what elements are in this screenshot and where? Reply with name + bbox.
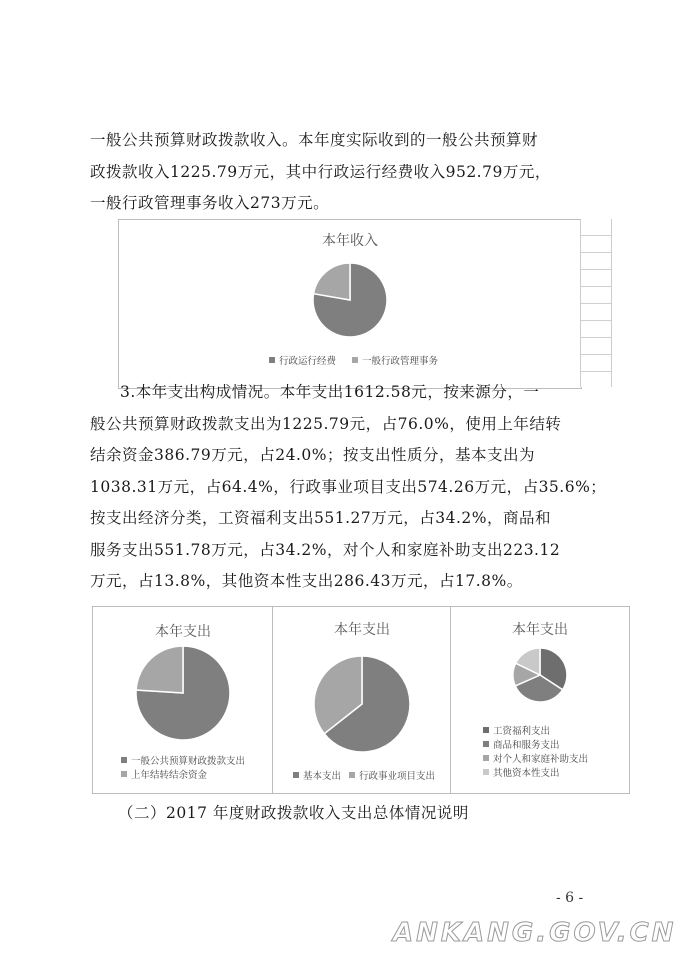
text-line: 一般行政管理事务收入273万元。 — [90, 194, 330, 212]
legend-swatch — [349, 772, 355, 778]
legend-label: 其他资本性支出 — [493, 768, 560, 779]
chart-title: 本年支出 — [334, 622, 390, 638]
text-line: 般公共预算财政拨款支出为1225.79元，占76.0%，使用上年结转 — [90, 414, 562, 433]
legend-label: 一般行政管理事务 — [362, 356, 439, 367]
legend-swatch — [121, 771, 127, 777]
legend-swatch — [483, 755, 489, 761]
chart-legend — [483, 723, 588, 779]
legend-item — [293, 768, 341, 782]
legend-label: 一般公共预算财政拨款支出 — [131, 756, 246, 767]
chart-legend — [269, 353, 438, 367]
legend-label: 对个人和家庭补助支出 — [493, 754, 589, 765]
legend-label: 上年结转结余资金 — [131, 770, 208, 781]
legend-item — [483, 765, 588, 779]
text-line: 一般公共预算财政拨款收入。本年度实际收到的一般公共预算财 — [90, 131, 539, 149]
expense-economic-chart — [450, 606, 630, 794]
text-line: 按支出经济分类，工资福利支出551.27万元，占34.2%，商品和 — [90, 509, 551, 527]
expense-source-chart — [92, 606, 274, 794]
legend-item — [349, 768, 435, 782]
income-chart — [118, 219, 582, 389]
legend-label: 行政运行经费 — [279, 356, 337, 367]
legend-item — [352, 353, 438, 367]
legend-item — [121, 767, 245, 781]
pie-slice-2 — [136, 646, 183, 693]
chart-title: 本年支出 — [512, 622, 568, 638]
text-line: 服务支出551.78万元，占34.2%，对个人和家庭补助支出223.12 — [90, 540, 561, 559]
paragraph-income — [90, 125, 610, 220]
legend-swatch — [121, 757, 127, 763]
side-grid-lines — [580, 219, 612, 387]
legend-swatch — [352, 357, 358, 363]
text-line: 政拨款收入1225.79万元，其中行政运行经费收入952.79万元， — [90, 162, 551, 181]
legend-swatch — [483, 727, 489, 733]
pie-slice-2 — [314, 263, 350, 300]
legend-label: 行政事业项目支出 — [359, 771, 436, 782]
legend-swatch — [483, 741, 489, 747]
page-number: - 6 - — [556, 890, 584, 906]
legend-swatch — [483, 769, 489, 775]
legend-item — [483, 723, 588, 737]
chart-legend — [293, 768, 435, 782]
legend-label: 商品和服务支出 — [493, 740, 560, 751]
expense-nature-chart — [272, 606, 452, 794]
legend-item — [483, 751, 588, 765]
legend-swatch — [293, 772, 299, 778]
text-line: 3.本年支出构成情况。本年支出1612.58元，按来源分，一 — [120, 383, 540, 401]
chart-title: 本年支出 — [155, 624, 211, 640]
text-line: 结余资金386.79万元，占24.0%；按支出性质分，基本支出为 — [90, 446, 535, 464]
text-line: 万元，占13.8%，其他资本性支出286.43万元，占17.8%。 — [90, 572, 523, 590]
paragraph-expense — [90, 377, 610, 598]
section-heading: （二）2017 年度财政拨款收入支出总体情况说明 — [118, 804, 469, 822]
legend-swatch — [269, 357, 275, 363]
chart-title: 本年收入 — [322, 233, 378, 249]
chart-legend — [121, 753, 245, 781]
legend-item — [483, 737, 588, 751]
legend-label: 基本支出 — [303, 771, 342, 782]
legend-item — [121, 753, 245, 767]
legend-label: 工资福利支出 — [493, 726, 551, 737]
site-watermark: ANKANG.GOV.CN — [393, 918, 677, 948]
expense-nature-pie — [273, 607, 451, 793]
text-line: 1038.31万元，占64.4%，行政事业项目支出574.26万元，占35.6%； — [90, 477, 607, 496]
legend-item — [269, 353, 336, 367]
